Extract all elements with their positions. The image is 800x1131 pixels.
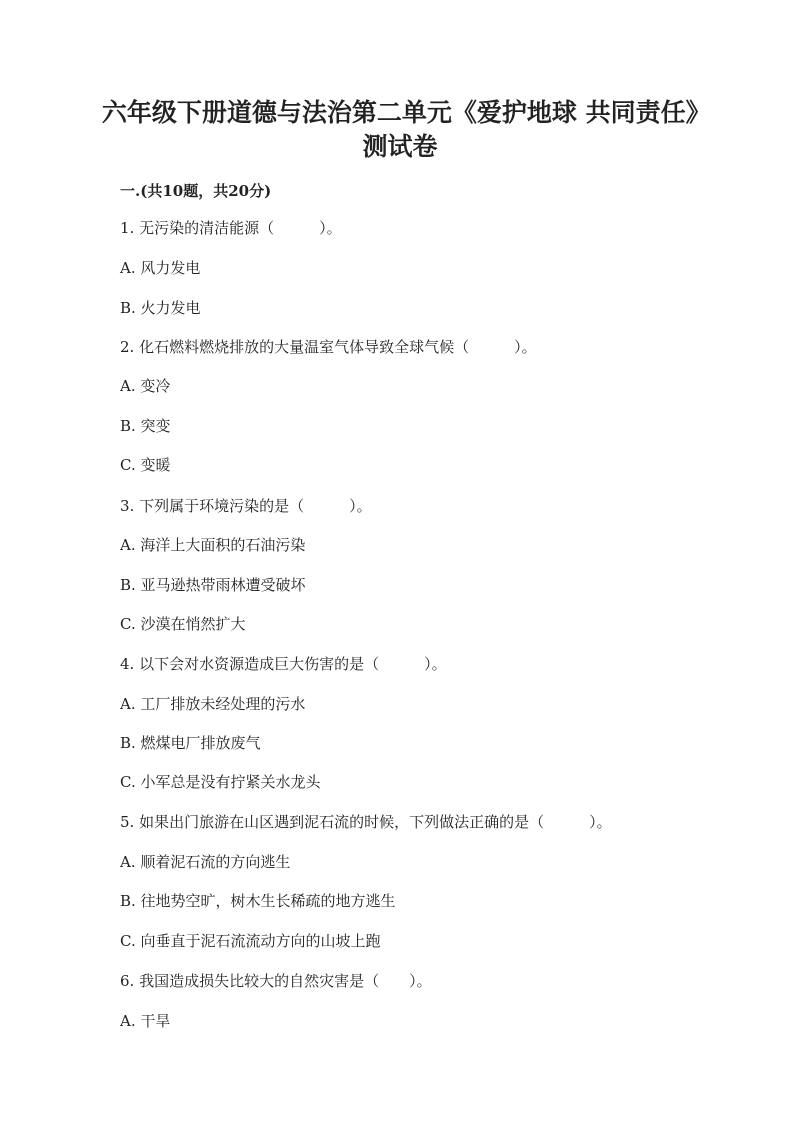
page-title: 六年级下册道德与法治第二单元《爱护地球 共同责任》测试卷 [101,98,699,161]
answer-option: C. 变暖 [120,456,171,474]
answer-option: A. 变冷 [120,377,171,395]
question-stem: 4. 以下会对水资源造成巨大伤害的是（ ）。 [120,655,447,673]
question-stem: 5. 如果出门旅游在山区遇到泥石流的时候，下列做法正确的是（ ）。 [120,813,612,831]
answer-option: B. 亚马逊热带雨林遭受破坏 [120,576,306,594]
answer-option: C. 向垂直于泥石流流动方向的山坡上跑 [120,932,381,950]
answer-option: A. 海洋上大面积的石油污染 [120,536,306,554]
answer-option: B. 火力发电 [120,299,201,317]
answer-option: A. 干旱 [120,1012,171,1030]
answer-option: C. 小军总是没有拧紧关水龙头 [120,773,321,791]
question-stem: 3. 下列属于环境污染的是（ ）。 [120,497,372,515]
question-stem: 6. 我国造成损失比较大的自然灾害是（ ）。 [120,972,432,990]
answer-option: A. 工厂排放未经处理的污水 [120,695,306,713]
question-stem: 2. 化石燃料燃烧排放的大量温室气体导致全球气候（ ）。 [120,338,537,356]
answer-option: A. 风力发电 [120,259,201,277]
answer-option: B. 突变 [120,417,171,435]
answer-option: B. 往地势空旷，树木生长稀疏的地方逃生 [120,892,396,910]
answer-option: A. 顺着泥石流的方向逃生 [120,853,291,871]
section-heading: 一.(共10题，共20分) [120,182,272,200]
answer-option: C. 沙漠在悄然扩大 [120,615,246,633]
question-stem: 1. 无污染的清洁能源（ ）。 [120,219,342,237]
answer-option: B. 燃煤电厂排放废气 [120,734,261,752]
